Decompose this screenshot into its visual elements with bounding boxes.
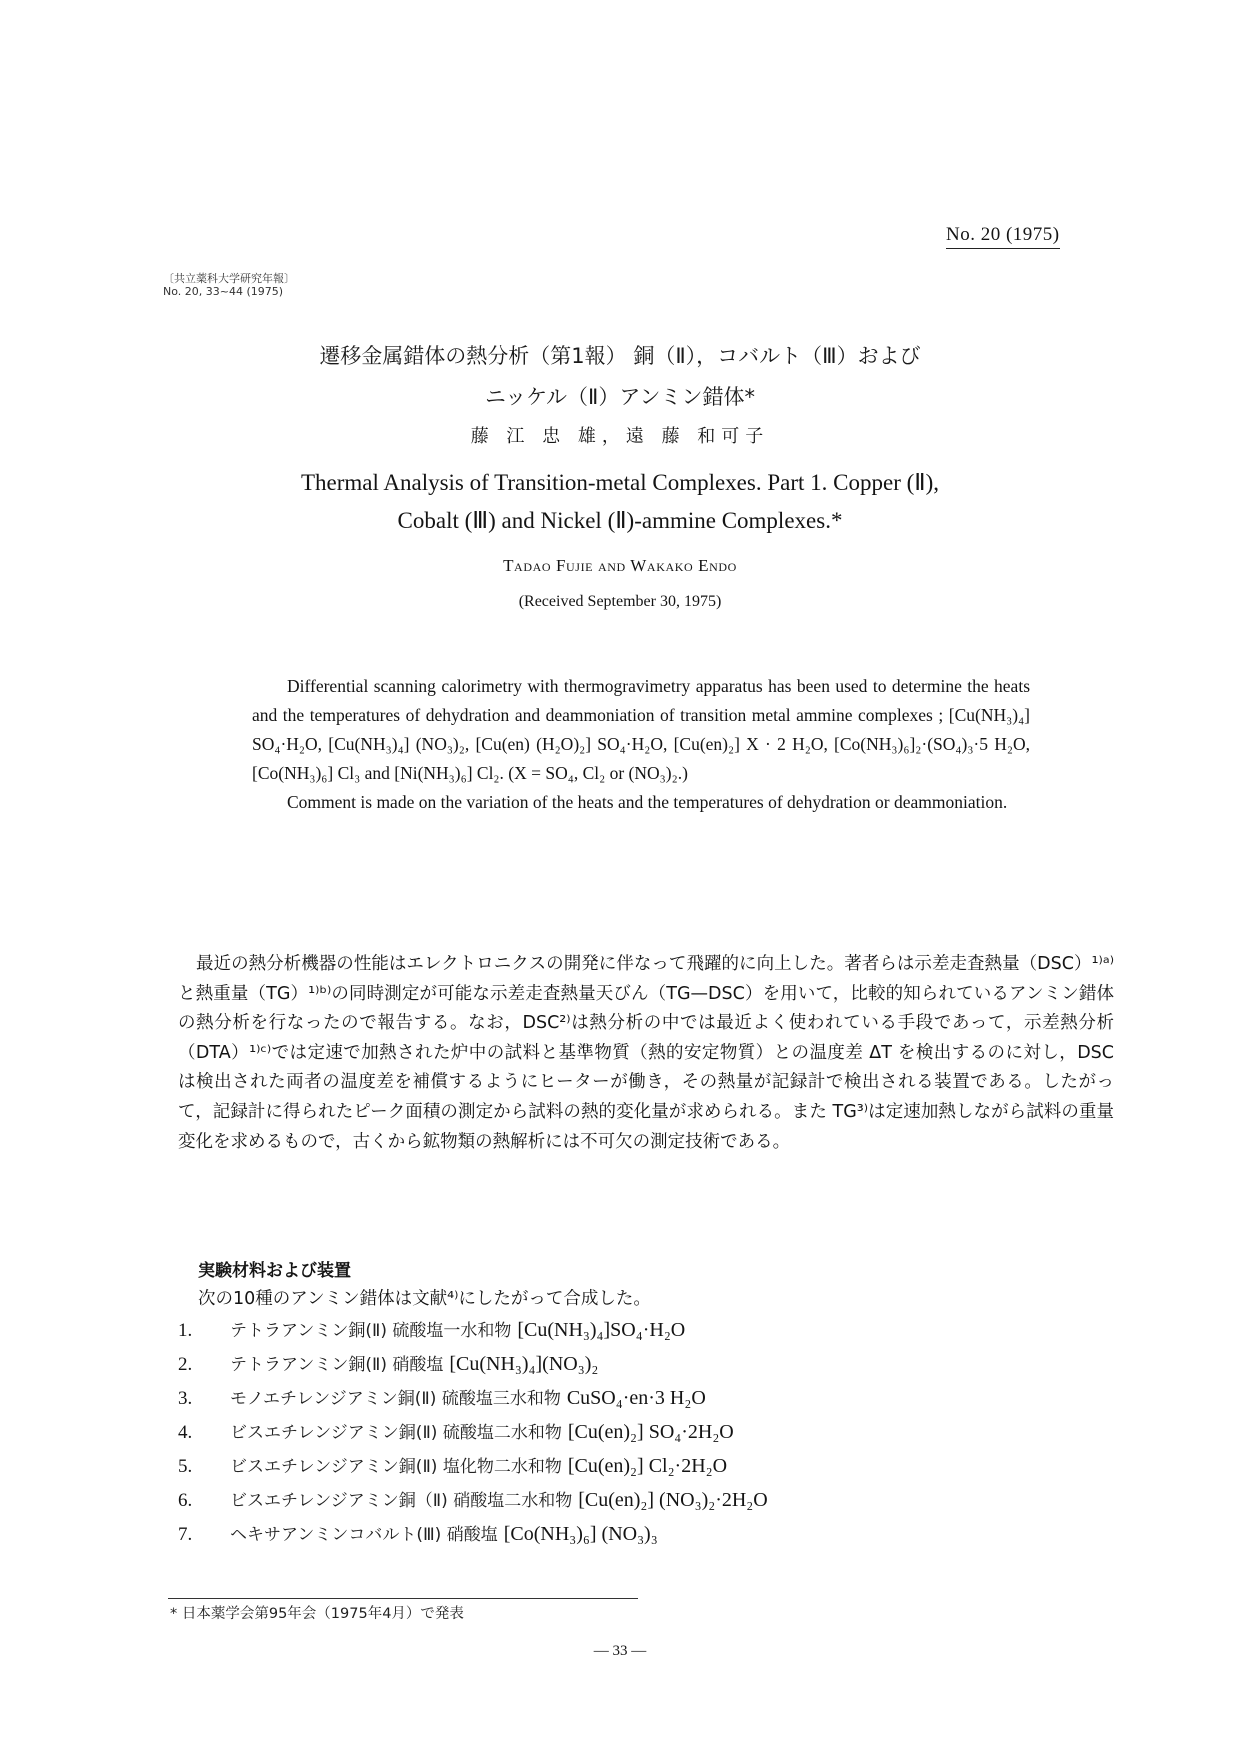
item-number: 1. xyxy=(178,1320,193,1341)
list-item xyxy=(178,1384,768,1418)
item-number: 5. xyxy=(178,1456,193,1477)
compound-formula: CuSO₄·en·3 H₂O xyxy=(566,1387,706,1409)
page-number: — 33 — xyxy=(593,1643,647,1659)
item-number: 7. xyxy=(178,1524,193,1545)
list-item xyxy=(178,1486,768,1520)
compound-formula: [Cu(en)₂] (NO₃)₂·2H₂O xyxy=(578,1489,768,1511)
list-item xyxy=(178,1316,768,1350)
japanese-authors: 藤 江 忠 雄，遠 藤 和可子 xyxy=(470,426,770,447)
compound-name: モノエチレンジアミン銅(Ⅱ) 硫酸塩三水和物 xyxy=(230,1389,561,1409)
journal-reference xyxy=(163,272,295,298)
abstract xyxy=(252,672,1030,817)
english-title-line-1: Thermal Analysis of Transition-metal Complexes. Part 1. Copper (Ⅱ), xyxy=(301,470,939,495)
received-date: (Received September 30, 1975) xyxy=(518,593,722,610)
item-number: 3. xyxy=(178,1388,193,1409)
compound-name: ビスエチレンジアミン銅（Ⅱ) 硝酸塩二水和物 xyxy=(230,1491,573,1511)
list-item xyxy=(178,1520,768,1554)
abstract-text: Differential scanning calorimetry with thermogravimetry apparatus has been used to determine the heats and the temperatures of dehydration and deammoniation of transition metal ammine complexes ; xyxy=(252,676,1030,725)
issue-number: No. 20 (1975) xyxy=(946,224,1060,249)
english-authors: Tadao Fujie and Wakako Endo xyxy=(503,556,737,575)
compound-name: ビスエチレンジアミン銅(Ⅱ) 硫酸塩二水和物 xyxy=(230,1423,562,1443)
section-heading: 実験材料および装置 xyxy=(198,1261,351,1281)
introduction-paragraph: 最近の熱分析機器の性能はエレクトロニクスの開発に伴なって飛躍的に向上した。著者らは示差走査熱量（DSC）¹⁾ᵃ⁾と熱重量（TG）¹⁾ᵇ⁾の同時測定が可能な示差走査熱量天びん（TG—DSC）を用いて，比較的知られているアンミン錯体の熱分析を行なったので報告する。なお，DSC²⁾は熱分析の中では最近よく使われている手段であって，示差熱分析（DTA）¹⁾ᶜ⁾では定速で加熱された炉中の試料と基準物質（熱的安定物質）との温度差 ΔT を検出するのに対し，DSC は検出された両者の温度差を補償するようにヒーターが働き，その熱量が記録計で検出される装置である。したがって，記録計に得られたピーク面積の測定から試料の熱的変化量が求められる。また TG³⁾は定速加熱しながら試料の重量変化を求めるもので，古くから鉱物類の熱解析には不可欠の測定技術である。 xyxy=(178,954,1114,1152)
abstract-paragraph-1 xyxy=(252,672,1030,788)
footnote: * 日本薬学会第95年会（1975年4月）で発表 xyxy=(170,1606,464,1622)
introduction xyxy=(178,950,1114,1157)
english-title-line-2: Cobalt (Ⅲ) and Nickel (Ⅱ)-ammine Complexes.* xyxy=(397,508,843,533)
list-intro: 次の10種のアンミン錯体は文献⁴⁾にしたがって合成した。 xyxy=(198,1289,651,1309)
footnote-divider xyxy=(168,1598,638,1599)
compound-formula: [Cu(NH₃)₄](NO₃)₂ xyxy=(449,1353,599,1375)
compound-name: ヘキサアンミンコバルト(Ⅲ) 硝酸塩 xyxy=(230,1525,498,1545)
journal-volume-pages: No. 20, 33~44 (1975) xyxy=(163,285,284,298)
item-number: 2. xyxy=(178,1354,193,1375)
list-item xyxy=(178,1418,768,1452)
japanese-title-line-2: ニッケル（Ⅱ）アンミン錯体* xyxy=(484,385,756,409)
compound-name: ビスエチレンジアミン銅(Ⅱ) 塩化物二水和物 xyxy=(230,1457,562,1477)
abstract-formulas: [Cu(NH₃)₄] SO₄·H₂O, [Cu(NH₃)₄] (NO₃)₂, [Cu(en) (H₂O)₂] SO₄·H₂O, [Cu(en)₂] X · 2 H₂O, [Co(NH₃)₆]₂·(SO₄)₃·5 H₂O, [Co(NH₃)₆] Cl₃ and [Ni(NH₃)₆] Cl₂. (X = SO₄, Cl₂ or (NO₃)₂.) xyxy=(252,705,1030,783)
journal-name: 〔共立薬科大学研究年報〕 xyxy=(163,272,295,285)
compound-formula: [Cu(en)₂] Cl₂·2H₂O xyxy=(567,1455,728,1477)
compound-formula: [Co(NH₃)₆] (NO₃)₃ xyxy=(503,1523,658,1545)
list-item xyxy=(178,1452,768,1486)
compound-list xyxy=(178,1316,768,1554)
compound-formula: [Cu(en)₂] SO₄·2H₂O xyxy=(567,1421,734,1443)
japanese-title-line-1: 遷移金属錯体の熱分析（第1報） 銅（Ⅱ），コバルト（Ⅲ）および xyxy=(319,344,921,368)
item-number: 6. xyxy=(178,1490,193,1511)
abstract-paragraph-2: Comment is made on the variation of the heats and the temperatures of dehydration or deammoniation. xyxy=(287,792,1008,812)
compound-name: テトラアンミン銅(Ⅱ) 硝酸塩 xyxy=(230,1355,444,1375)
item-number: 4. xyxy=(178,1422,193,1443)
list-item xyxy=(178,1350,768,1384)
compound-name: テトラアンミン銅(Ⅱ) 硫酸塩一水和物 xyxy=(230,1321,512,1341)
compound-formula: [Cu(NH₃)₄]SO₄·H₂O xyxy=(517,1319,686,1341)
